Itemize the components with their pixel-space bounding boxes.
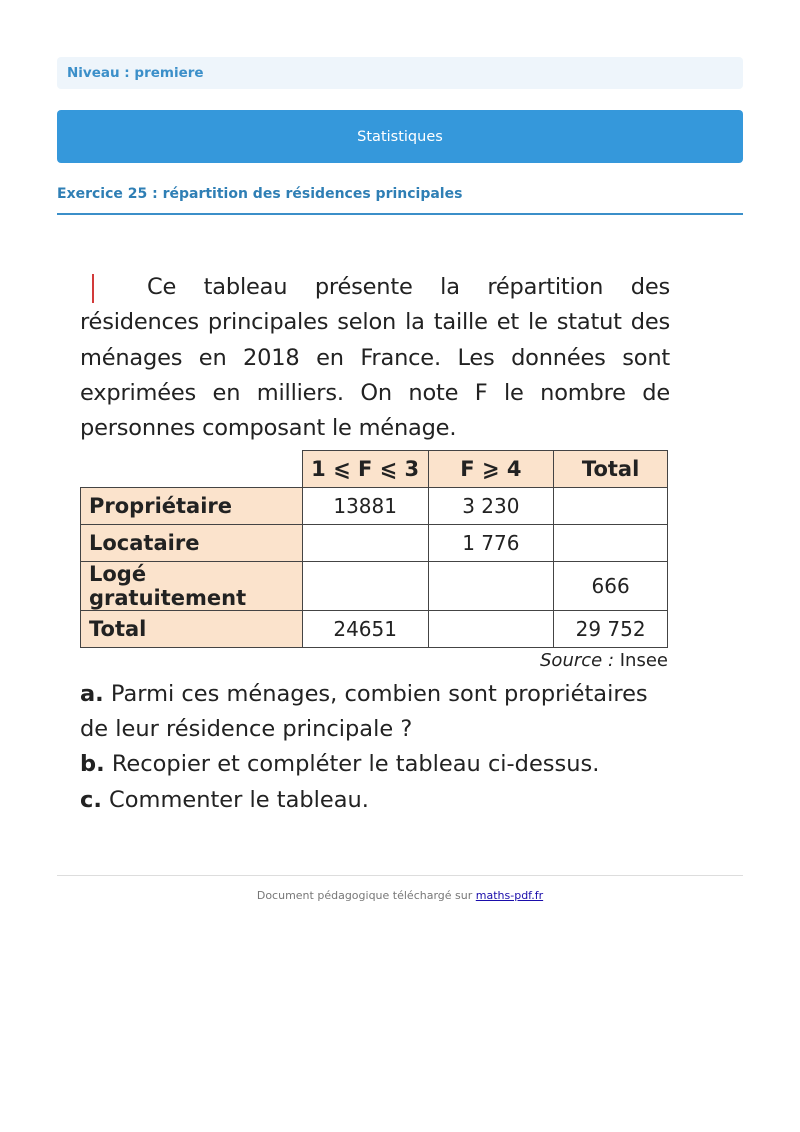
row-header: Logé gratuitement <box>81 561 303 610</box>
table-cell <box>428 561 554 610</box>
question-letter: a. <box>80 680 104 707</box>
question-text: Recopier et compléter le tableau ci-dessus. <box>111 751 600 778</box>
table-cell <box>554 525 668 562</box>
exercise-intro: Ce tableau présente la répartition des résidences principales selon la taille et le statut des ménages en 2018 en France. Les données sont exprimées en milliers. On note F le nombre de personnes composant le ménage. <box>80 274 670 442</box>
exercise-content <box>80 270 670 818</box>
level-label: Niveau : premiere <box>57 57 743 89</box>
question-list <box>80 677 670 818</box>
table-cell: 29 752 <box>554 610 668 647</box>
row-header: Locataire <box>81 525 303 562</box>
residences-table <box>80 450 668 647</box>
column-header: F ⩾ 4 <box>428 451 554 488</box>
source-value: Insee <box>619 649 668 671</box>
footer-text: Document pédagogique téléchargé sur <box>256 889 473 902</box>
table-cell <box>428 610 554 647</box>
table-cell: 3 230 <box>428 488 554 525</box>
question-item <box>80 783 670 818</box>
table-cell: 666 <box>554 561 668 610</box>
row-header: Total <box>81 610 303 647</box>
table-cell: 24651 <box>302 610 428 647</box>
column-header: Total <box>554 451 668 488</box>
table-cell: 13881 <box>302 488 428 525</box>
table-cell <box>302 561 428 610</box>
table-corner <box>81 451 303 488</box>
table-row <box>81 610 668 647</box>
question-item <box>80 677 670 748</box>
source-label: Source : <box>540 649 615 671</box>
question-text: Commenter le tableau. <box>109 786 369 813</box>
row-header: Propriétaire <box>81 488 303 525</box>
question-item <box>80 747 670 782</box>
table-source <box>80 650 668 671</box>
exercise-title: Exercice 25 : répartition des résidences principales <box>57 186 743 215</box>
table-row <box>81 525 668 562</box>
chapter-banner: Statistiques <box>57 110 743 163</box>
question-letter: c. <box>80 786 102 813</box>
exercise-marker <box>92 274 94 303</box>
table-cell: 1 776 <box>428 525 554 562</box>
table-cell <box>554 488 668 525</box>
question-text: Parmi ces ménages, combien sont propriétaires de leur résidence principale ? <box>80 680 648 742</box>
table-header-row <box>81 451 668 488</box>
column-header: 1 ⩽ F ⩽ 3 <box>302 451 428 488</box>
footer-link[interactable]: maths-pdf.fr <box>475 889 544 902</box>
footer-divider <box>57 875 743 876</box>
question-letter: b. <box>80 751 105 778</box>
table-row <box>81 561 668 610</box>
page-footer <box>57 889 743 902</box>
table-cell <box>302 525 428 562</box>
table-row <box>81 488 668 525</box>
